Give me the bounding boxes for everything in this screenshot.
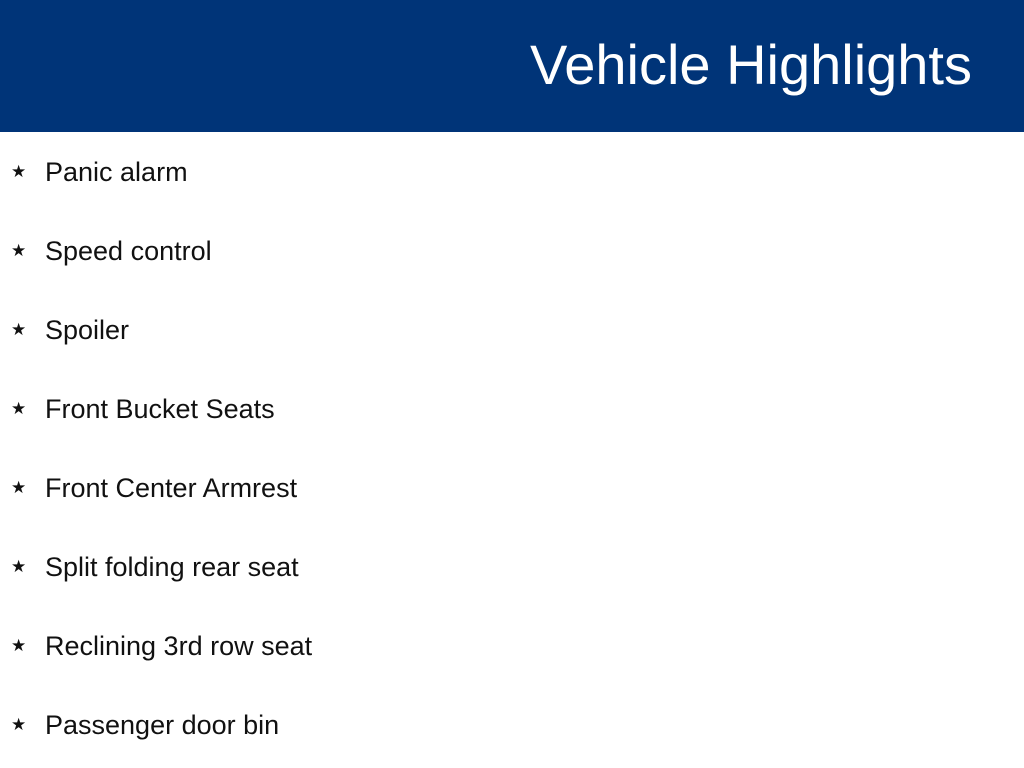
- highlight-label: Passenger door bin: [45, 710, 280, 740]
- star-icon: ★: [11, 241, 27, 261]
- star-icon: ★: [11, 636, 27, 656]
- star-icon: ★: [11, 162, 27, 182]
- list-item: [0, 468, 1024, 508]
- header-banner: [0, 0, 1024, 132]
- list-item: [0, 389, 1024, 429]
- star-icon: ★: [11, 557, 27, 577]
- star-icon: ★: [11, 399, 27, 419]
- list-item: [0, 547, 1024, 587]
- list-item: [0, 231, 1024, 271]
- star-icon: ★: [11, 478, 27, 498]
- page-title: Vehicle Highlights: [529, 33, 972, 96]
- highlight-label: Front Bucket Seats: [45, 394, 275, 424]
- star-icon: ★: [11, 715, 27, 735]
- highlight-label: Panic alarm: [45, 157, 188, 187]
- star-icon: ★: [11, 320, 27, 340]
- highlight-label: Split folding rear seat: [45, 552, 299, 582]
- list-item: [0, 705, 1024, 745]
- highlight-label: Front Center Armrest: [45, 473, 298, 503]
- highlight-label: Spoiler: [45, 315, 130, 345]
- list-item: [0, 626, 1024, 666]
- highlight-label: Reclining 3rd row seat: [45, 631, 313, 661]
- list-item: [0, 152, 1024, 192]
- list-item: [0, 310, 1024, 350]
- highlight-label: Speed control: [45, 236, 212, 266]
